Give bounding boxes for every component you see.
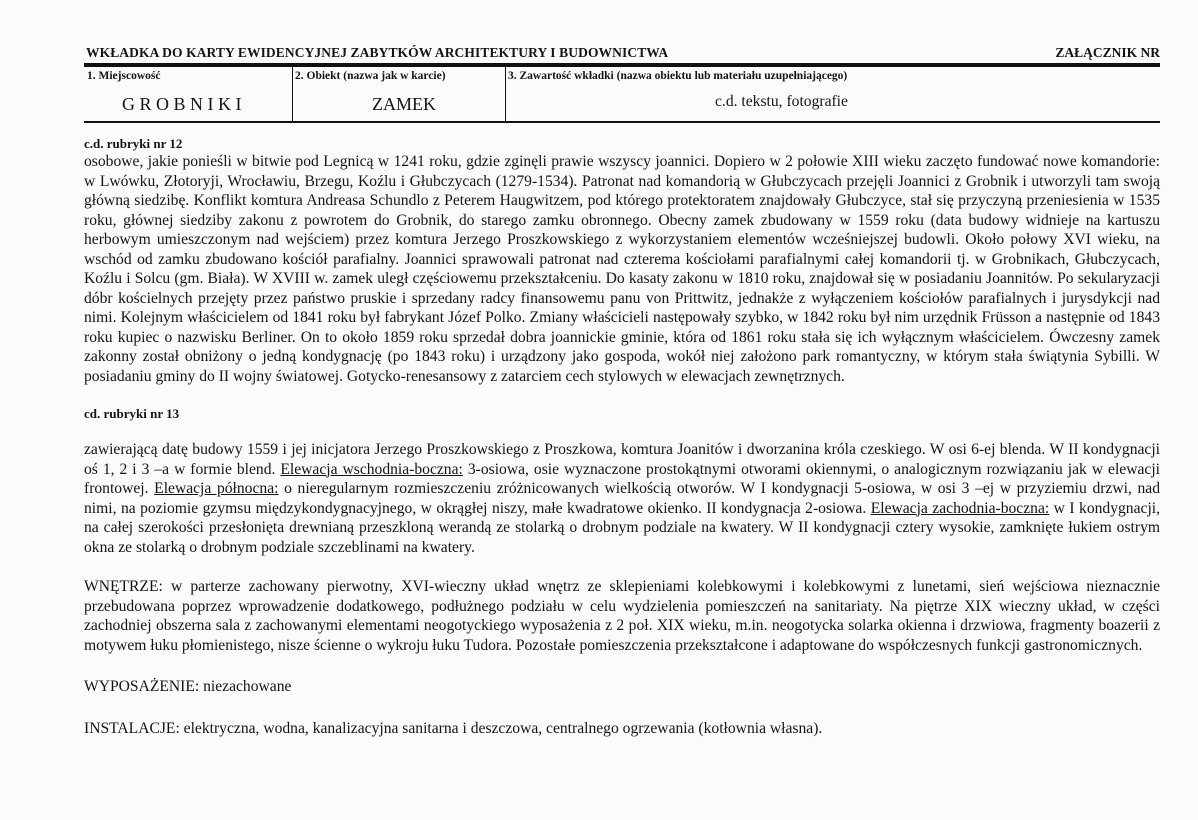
object-value: ZAMEK — [372, 94, 436, 114]
elevations-intro: zawierającą datę budowy 1559 i jej inicjatora Jerzego Proszkowskiego z Proszkowa, komtura Joanitów i dworzanina króla czeskiego. W osi 6-ej blenda. W II kondygnacji oś 1, 2 i 3 –a w formie blend. — [84, 441, 1160, 478]
west-elevation-label: Elewacja zachodnia-boczna: — [870, 499, 1050, 517]
section-12-text: osobowe, jakie ponieśli w bitwie pod Legnicą w 1241 roku, gdzie zginęli prawie wszyscy joannici. Dopiero w 2 połowie XIII wieku zaczęto fundować nowe komandorie: w Lwówku, Złotoryji, Wrocławiu, Brzegu, Koźlu i Głubczycach (1279-1534). Patronat nad komandorią w Głubczycach przejęli Joannici z Grobnik i utworzyli tam swoją główną siedzibę. Konflikt komtura Andreasa Schundlo z Peterem Haugwitzem, pod którego protektoratem znajdowały Głubczyce, stał się przyczyną przeniesienia w 1535 roku, głównej siedziby zakonu z powrotem do Grobnik, do starego zamku obronnego. Obecny zamek zbudowany w 1559 roku (data budowy widnieje na kartuszu herbowym umieszczonym nad wejściem) przez komtura Jerzego Proszkowskiego z wykorzystaniem elementów wcześniejszej budowli. Około połowy XVI wieku, na wschód od zamku zbudowano kościół parafialny. Joannici sprawowali patronat nad czterema kościołami parafialnymi całej komandorii tj. w Grobnikach, Głubczycach, Koźlu i Solcu (gm. Biała). W XVIII w. zamek uległ częściowemu przekształceniu. Do kasaty zakonu w 1810 roku, znajdował się w posiadaniu Joannitów. Po sekularyzacji dóbr kościelnych przejęty przez państwo pruskie i sprzedany radcy finansowemu panu von Prittwitz, jednakże z wyłączeniem kościołów parafialnych i jurysdykcji nad nimi. Kolejnym właścicielem od 1841 roku był fabrykant Józef Polko. Zmiany właścicieli następowały szybko, w 1842 roku był nim urzędnik Früsson a następnie od 1843 roku kupiec o nazwisku Berliner. On to około 1859 roku sprzedał dobra joannickie gminie, która od 1861 roku stała się ich wyłącznym właścicielem. Ówczesny zamek zakonny został obniżony o jedną kondygnację (po 1843 roku) i urządzony jako gospoda, wokół niej założono park romantyczny, w którym stała świątynia Sybilli. W posiadaniu gminy do II wojny światowej. Gotycko-renesansowy z zatarciem cech stylowych w elewacjach zewnętrznych. — [84, 153, 1160, 385]
section-13-heading: cd. rubryki nr 13 — [84, 406, 180, 421]
object-label: 2. Obiekt (nazwa jak w karcie) — [295, 70, 446, 82]
north-elevation-label: Elewacja północna: — [154, 480, 279, 497]
interior-paragraph: WNĘTRZE: w parterze zachowany pierwotny, XVI-wieczny układ wnętrz ze sklepieniami kolebkowymi i kolebkowymi z lunetami, sień wejściowa nieznacznie przebudowana poprzez wprowadzenie dodatkowego, podłużnego podziału w celu wydzielenia pomieszczeń na sanitariaty. Na piętrze XIX wieczny układ, w części zachodniej obszerna sala z zachowanymi elementami neogotyckiego wyposażenia z 2 poł. XIX wieku, m.in. neogotycka solarka okienna i drzwiowa, fragmenty boazerii z motywem łuku płomienistego, nisze ścienne o wykroju łuku Tudora. Pozostałe pomieszczenia przekształcone i adaptowane do współczesnych funkcji gastronomicznych. — [84, 578, 1160, 654]
east-elevation-label: Elewacja wschodnia-boczna: — [280, 460, 463, 478]
attachment-number: ZAŁĄCZNIK NR — [1055, 45, 1160, 60]
locality-label: 1. Miejscowość — [87, 70, 161, 82]
document-body — [84, 136, 1160, 738]
equipment-paragraph: WYPOSAŻENIE: niezachowane — [84, 678, 292, 695]
installations-paragraph: INSTALACJE: elektryczna, wodna, kanalizacyjna sanitarna i deszczowa, centralnego ogrzewania (kotłownia własna). — [84, 719, 823, 737]
section-12-heading: c.d. rubryki nr 12 — [84, 136, 183, 151]
north-elevation-text: o nieregularnym rozmieszczeniu zróżnicowanych wielkością otworów. W I kondygnacji 5-osiowa, w osi 3 –ej w przyziemiu drzwi, nad nimi, na poziomie gzymsu międzykondygnacyjnego, w okrągłej niszy, małe kwadratowe okienko. II kondygnacja 2-osiowa. — [84, 480, 1161, 517]
content-label: 3. Zawartość wkładki (nazwa obiektu lub materiału uzupełniającego) — [508, 70, 848, 82]
header-fields — [84, 67, 1160, 123]
form-title: WKŁADKA DO KARTY EWIDENCYJNEJ ZABYTKÓW ARCHITEKTURY I BUDOWNICTWA — [86, 45, 669, 60]
west-elevation-text: w I kondygnacji, na całej szerokości przesłonięta drewnianą przeszkloną werandą ze stolarką o drobnym podziale na kwatery. W II kondygnacji cztery wysokie, zamknięte łukiem ostrym okna ze stolarką o drobnym podziale szczeblinami na kwatery. — [84, 499, 1161, 556]
elevations-paragraph — [84, 440, 1160, 557]
locality-field — [84, 67, 293, 121]
locality-value: G R O B N I K I — [122, 94, 242, 114]
content-value: c.d. tekstu, fotografie — [715, 93, 848, 110]
east-elevation-text: 3-osiowa, osie wyznaczone prostokątnymi otworami okiennymi, o analogicznym rozwiązaniu jak w elewacji frontowej. — [84, 460, 1160, 497]
content-field — [505, 67, 1160, 121]
object-field — [292, 67, 506, 121]
